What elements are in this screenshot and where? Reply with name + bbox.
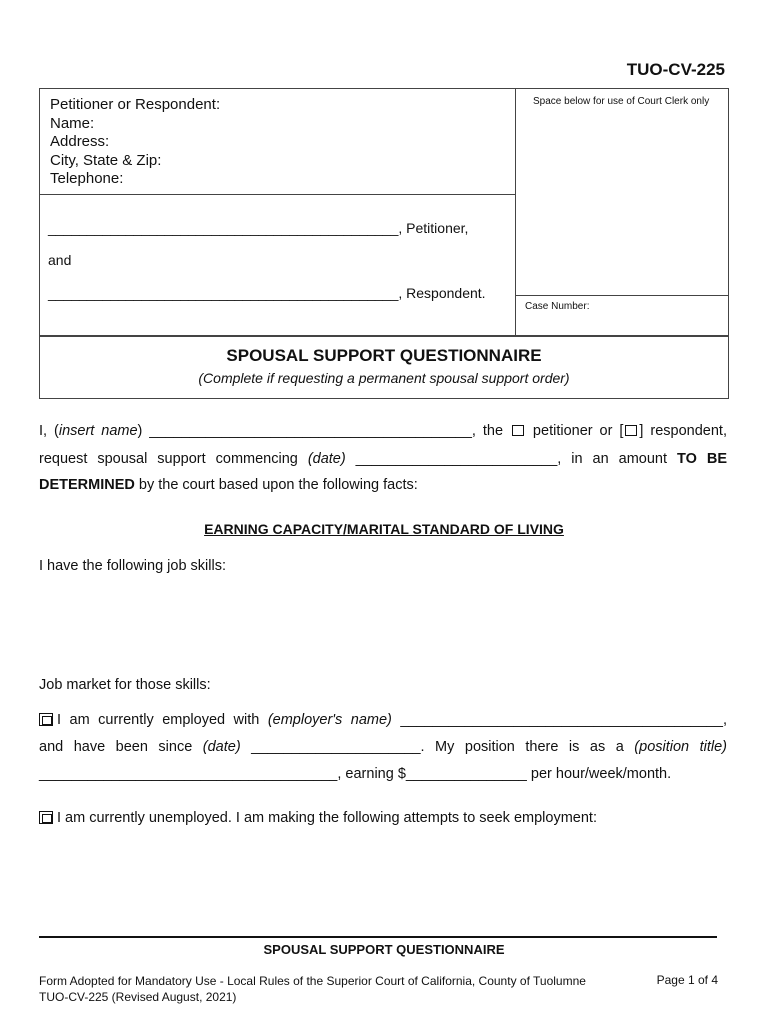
date-hint: (date) [307, 451, 346, 467]
employer-blank[interactable]: ________________________________________, [391, 712, 727, 728]
name-blank[interactable]: ) ________________________________________, the [137, 423, 510, 439]
employed-checkbox[interactable] [39, 713, 53, 726]
position-title-hint: (position title) [634, 739, 728, 755]
date-hint: (date) [202, 739, 241, 755]
footer-rule [39, 936, 717, 938]
petitioner-checkbox[interactable] [512, 425, 524, 436]
insert-name-hint: insert name [58, 423, 138, 439]
job-market-label: Job market for those skills: [39, 677, 211, 693]
since-date-blank[interactable]: _____________________. My position there is as a [240, 739, 635, 755]
footer-info [39, 973, 586, 1005]
intro-line-1 [39, 423, 727, 439]
earning-line[interactable]: _____________________________________, earning $_______________ per hour/week/month. [39, 766, 672, 782]
intro-text: by the court based upon the following facts: [134, 477, 418, 493]
respondent-line[interactable]: _____________________________________________, Respondent. [48, 285, 486, 301]
determined-text: DETERMINED [39, 477, 135, 493]
petitioner-line[interactable]: _____________________________________________, Petitioner, [48, 220, 469, 236]
respondent-checkbox[interactable] [625, 425, 637, 436]
section-heading: EARNING CAPACITY/MARITAL STANDARD OF LIVING [204, 521, 564, 537]
footer-title: SPOUSAL SUPPORT QUESTIONNAIRE [263, 942, 505, 957]
employer-hint: (employer's name) [267, 712, 392, 728]
job-skills-label: I have the following job skills: [39, 558, 226, 574]
petitioner-label: petitioner or [ [525, 423, 624, 439]
date-blank[interactable]: _________________________, in an amount [345, 451, 677, 467]
city-label: City, State & Zip: [50, 151, 162, 169]
employed-text: I am currently employed with [57, 712, 268, 728]
and-text: and [48, 252, 72, 268]
party-info [50, 96, 220, 189]
page-number: Page 1 of 4 [656, 973, 718, 987]
unemployed-text: I am currently unemployed. I am making the following attempts to seek employment: [57, 810, 597, 826]
intro-text: I, ( [39, 423, 59, 439]
employed-line-2 [39, 739, 727, 755]
intro-line-2 [39, 451, 727, 467]
employed-text: and have been since [39, 739, 203, 755]
party-heading: Petitioner or Respondent: [50, 96, 221, 113]
unemployed-line [39, 810, 727, 826]
footer-revision: TUO-CV-225 (Revised August, 2021) [39, 990, 237, 1004]
footer-adopted: Form Adopted for Mandatory Use - Local Rules of the Superior Court of California, County of Tuolumne [39, 974, 586, 988]
name-label: Name: [50, 114, 95, 132]
respondent-label: ] respondent, [639, 423, 727, 439]
clerk-note: Space below for use of Court Clerk only [533, 96, 710, 107]
telephone-label: Telephone: [50, 170, 124, 187]
case-number-label: Case Number: [525, 301, 590, 312]
intro-text: request spousal support commencing [39, 451, 308, 467]
employed-line-1 [39, 712, 727, 728]
form-code: TUO-CV-225 [626, 60, 725, 79]
intro-line-3 [39, 477, 727, 493]
caption-divider [515, 88, 516, 336]
clerk-divider [515, 295, 729, 296]
document-subtitle: (Complete if requesting a permanent spousal support order) [198, 370, 570, 386]
address-label: Address: [50, 133, 110, 150]
document-title: SPOUSAL SUPPORT QUESTIONNAIRE [226, 346, 542, 365]
to-be-text: TO BE [677, 451, 727, 467]
unemployed-checkbox[interactable] [39, 811, 53, 824]
party-divider [39, 194, 515, 195]
